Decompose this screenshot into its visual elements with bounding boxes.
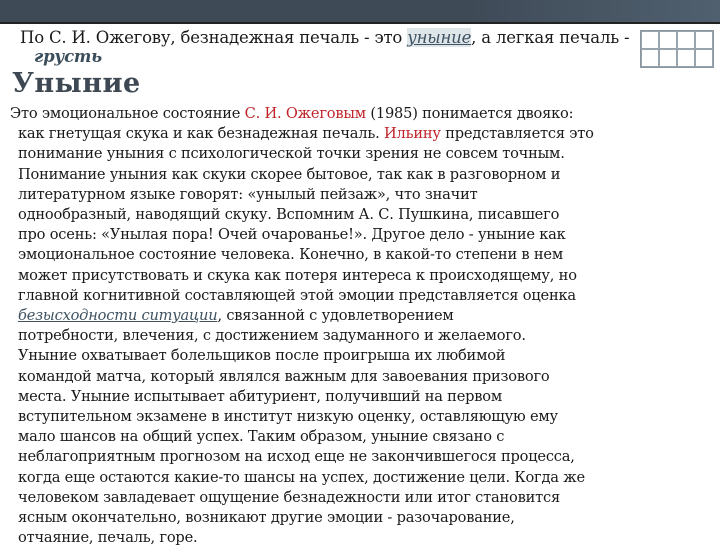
body-line: ясным окончательно, возникают другие эмоции - разочарование, xyxy=(18,509,515,527)
body-line: главной когнитивной составляющей этой эмоции представляется оценка xyxy=(18,286,576,304)
body-line: отчаяние, печаль, горе. xyxy=(18,529,198,547)
body-line: когда еще остаются какие-то шансы на успех, достижение цели. Когда же xyxy=(18,468,585,486)
body-line: эмоциональное состояние человека. Конечно, в какой-то степени в нем xyxy=(18,246,563,264)
body-line: потребности, влечения, с достижением задуманного и желаемого. xyxy=(18,327,526,345)
body-text: как гнетущая скука и как безнадежная печаль. xyxy=(18,125,384,143)
slide-subtitle xyxy=(20,28,710,66)
body-line: может присутствовать и скука как потеря интереса к происходящему, но xyxy=(18,266,577,284)
body-line: про осень: «Унылая пора! Очей очарованье!». Другое дело - уныние как xyxy=(18,226,566,244)
body-line xyxy=(10,306,712,326)
subtitle-prefix: По С. И. Ожегову, безнадежная печаль - это xyxy=(20,28,408,47)
body-line: однообразный, наводящий скуку. Вспомним А. С. Пушкина, писавшего xyxy=(18,206,560,224)
body-line: человеком завладевает ощущение безнадежности или итог становится xyxy=(18,488,560,506)
body-line xyxy=(10,124,712,144)
body-text: , связанной с удовлетворением xyxy=(217,307,454,325)
slide-top-bar xyxy=(0,0,720,22)
body-text: представляется это xyxy=(440,125,594,143)
body-line: места. Уныние испытывает абитуриент, получивший на первом xyxy=(18,387,503,405)
body-line: мало шансов на общий успех. Таким образом, уныние связано с xyxy=(18,428,505,446)
body-line: литературном языке говорят: «унылый пейзаж», что значит xyxy=(18,185,478,203)
top-divider xyxy=(0,22,720,24)
body-line: неблагоприятным прогнозом на исход еще не закончившегося процесса, xyxy=(18,448,575,466)
body-line: Понимание уныния как скуки скорее бытовое, так как в разговорном и xyxy=(18,165,561,183)
term-hopelessness: безысходности ситуации xyxy=(18,307,218,325)
author-ozhegov: С. И. Ожеговым xyxy=(244,105,366,122)
author-ilin: Ильину xyxy=(384,125,441,143)
body-text: (1985) понимается двояко: xyxy=(365,105,574,122)
subtitle-middle: , а легкая печаль - xyxy=(471,28,630,47)
body-line: вступительном экзамене в институт низкую оценку, оставляющую ему xyxy=(18,408,558,426)
body-line: понимание уныния с психологической точки зрения не совсем точным. xyxy=(18,145,565,163)
body-line: Уныние охватывает болельщиков после проигрыша их любимой xyxy=(18,347,506,365)
body-line xyxy=(10,104,712,124)
term-grust: грусть xyxy=(34,47,102,66)
body-line: командой матча, который являлся важным для завоевания призового xyxy=(18,367,550,385)
top-bar-gradient xyxy=(470,0,720,22)
term-unynie: уныние xyxy=(407,28,472,47)
body-text: Это эмоциональное состояние xyxy=(10,105,245,122)
slide-heading: Уныние xyxy=(12,68,141,99)
body-paragraph xyxy=(10,104,712,548)
